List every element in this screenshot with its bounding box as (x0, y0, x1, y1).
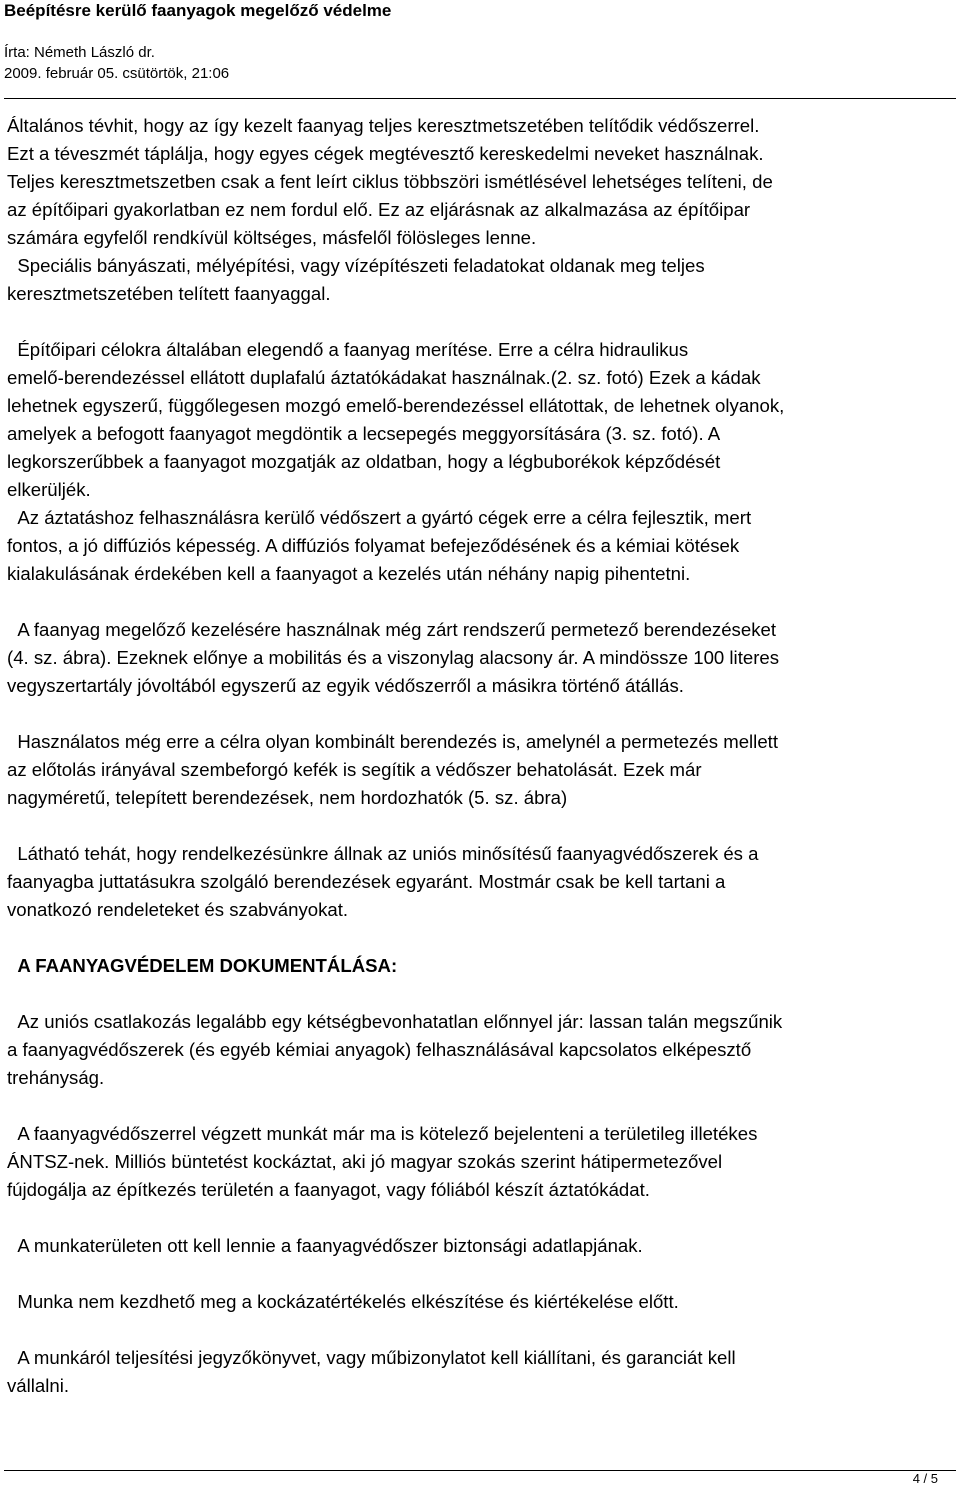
article-body (7, 112, 953, 1400)
paragraph-5: A faanyag megelőző kezelésére használnak még zárt rendszerű permetező berendezéseket (4. sz. ábra). Ezeknek előnye a mobilitás és a viszonylag alacsony ár. A mindössze 100 literes vegyszertartály jóvoltából egyszerű az egyik védőszerről a másikra történő átállás. (7, 619, 780, 696)
spacer (7, 980, 953, 1008)
paragraph-3: Építőipari célokra általában elegendő a faanyag merítése. Erre a célra hidraulikus emelő-berendezéssel ellátott duplafalú áztatókádakat használnak.(2. sz. fotó) Ezek a kádak lehetnek egyszerű, függőlegesen mozgó emelő-berendezéssel ellátottak, de lehetnek olyanok, amelyek a befogott faanyagot megdöntik a lecsepegés meggyorsítására (3. sz. fotó). A legkorszerűbbek a faanyagot mozgatják az oldatban, hogy a légbuborékok képződését elkerüljék. (7, 339, 785, 500)
page-number: 4 / 5 (912, 1471, 938, 1486)
spacer (7, 1204, 953, 1232)
document-title: Beépítésre kerülő faanyagok megelőző védelme (4, 1, 392, 20)
paragraph-8: Az uniós csatlakozás legalább egy kétségbevonhatatlan előnnyel jár: lassan talán megszűnik a faanyagvédőszerek (és egyéb kémiai anyagok) felhasználásával kapcsolatos elképesztő trehányság. (7, 1011, 783, 1088)
header-divider (4, 98, 956, 99)
spacer (7, 588, 953, 616)
date-line: 2009. február 05. csütörtök, 21:06 (4, 65, 230, 82)
paragraph-12: A munkáról teljesítési jegyzőkönyvet, vagy műbizonylatot kell kiállítani, és garanciát kell vállalni. (7, 1347, 736, 1396)
paragraph-4: Az áztatáshoz felhasználásra kerülő védőszert a gyártó cégek erre a célra fejlesztik, mert fontos, a jó diffúziós képesség. A diffúziós folyamat befejeződésének és a kémiai kötések kialakulásának érdekében kell a faanyagot a kezelés után néhány napig pihentetni. (7, 507, 752, 584)
spacer (7, 308, 953, 336)
paragraph-7: Látható tehát, hogy rendelkezésünkre állnak az uniós minősítésű faanyagvédőszerek és a faanyagba juttatásukra szolgáló berendezések egyaránt. Mostmár csak be kell tartani a vonatkozó rendeleteket és szabványokat. (7, 843, 759, 920)
paragraph-1: Általános tévhit, hogy az így kezelt faanyag teljes keresztmetszetében telítődik védőszerrel. Ezt a téveszmét táplálja, hogy egyes cégek megtévesztő kereskedelmi neveket használnak. Teljes keresztmetszetben csak a fent leírt ciklus többszöri ismétlésével lehetséges telíteni, de az építőipari gyakorlatban ez nem fordul elő. Ez az eljárásnak az alkalmazása az építőipar számára egyfelől rendkívül költséges, másfelől fölösleges lenne. (7, 115, 773, 248)
document-header (4, 0, 954, 84)
spacer (7, 924, 953, 952)
paragraph-9: A faanyagvédőszerrel végzett munkát már ma is kötelező bejelenteni a területileg illetékes ÁNTSZ-nek. Milliós büntetést kockáztat, aki jó magyar szokás szerint hátipermetezővel fújdogálja az építkezés területén a faanyagot, vagy fóliából készít áztatókádat. (7, 1123, 758, 1200)
spacer (7, 1316, 953, 1344)
spacer (7, 812, 953, 840)
spacer (7, 1260, 953, 1288)
spacer (7, 700, 953, 728)
spacer (7, 1092, 953, 1120)
paragraph-11: Munka nem kezdhető meg a kockázatértékelés elkészítése és kiértékelése előtt. (7, 1291, 679, 1312)
footer-divider (4, 1470, 956, 1471)
paragraph-2: Speciális bányászati, mélyépítési, vagy vízépítészeti feladatokat oldanak meg teljes keresztmetszetében telített faanyaggal. (7, 255, 705, 304)
paragraph-6: Használatos még erre a célra olyan kombinált berendezés is, amelynél a permetezés mellett az előtolás irányával szembeforgó kefék is segítik a védőszer behatolását. Ezek már nagyméretű, telepített berendezések, nem hordozhatók (5. sz. ábra) (7, 731, 778, 808)
paragraph-10: A munkaterületen ott kell lennie a faanyagvédőszer biztonsági adatlapjának. (7, 1235, 643, 1256)
author-line: Írta: Németh László dr. (4, 44, 155, 61)
section-heading: A FAANYAGVÉDELEM DOKUMENTÁLÁSA: (7, 955, 398, 976)
